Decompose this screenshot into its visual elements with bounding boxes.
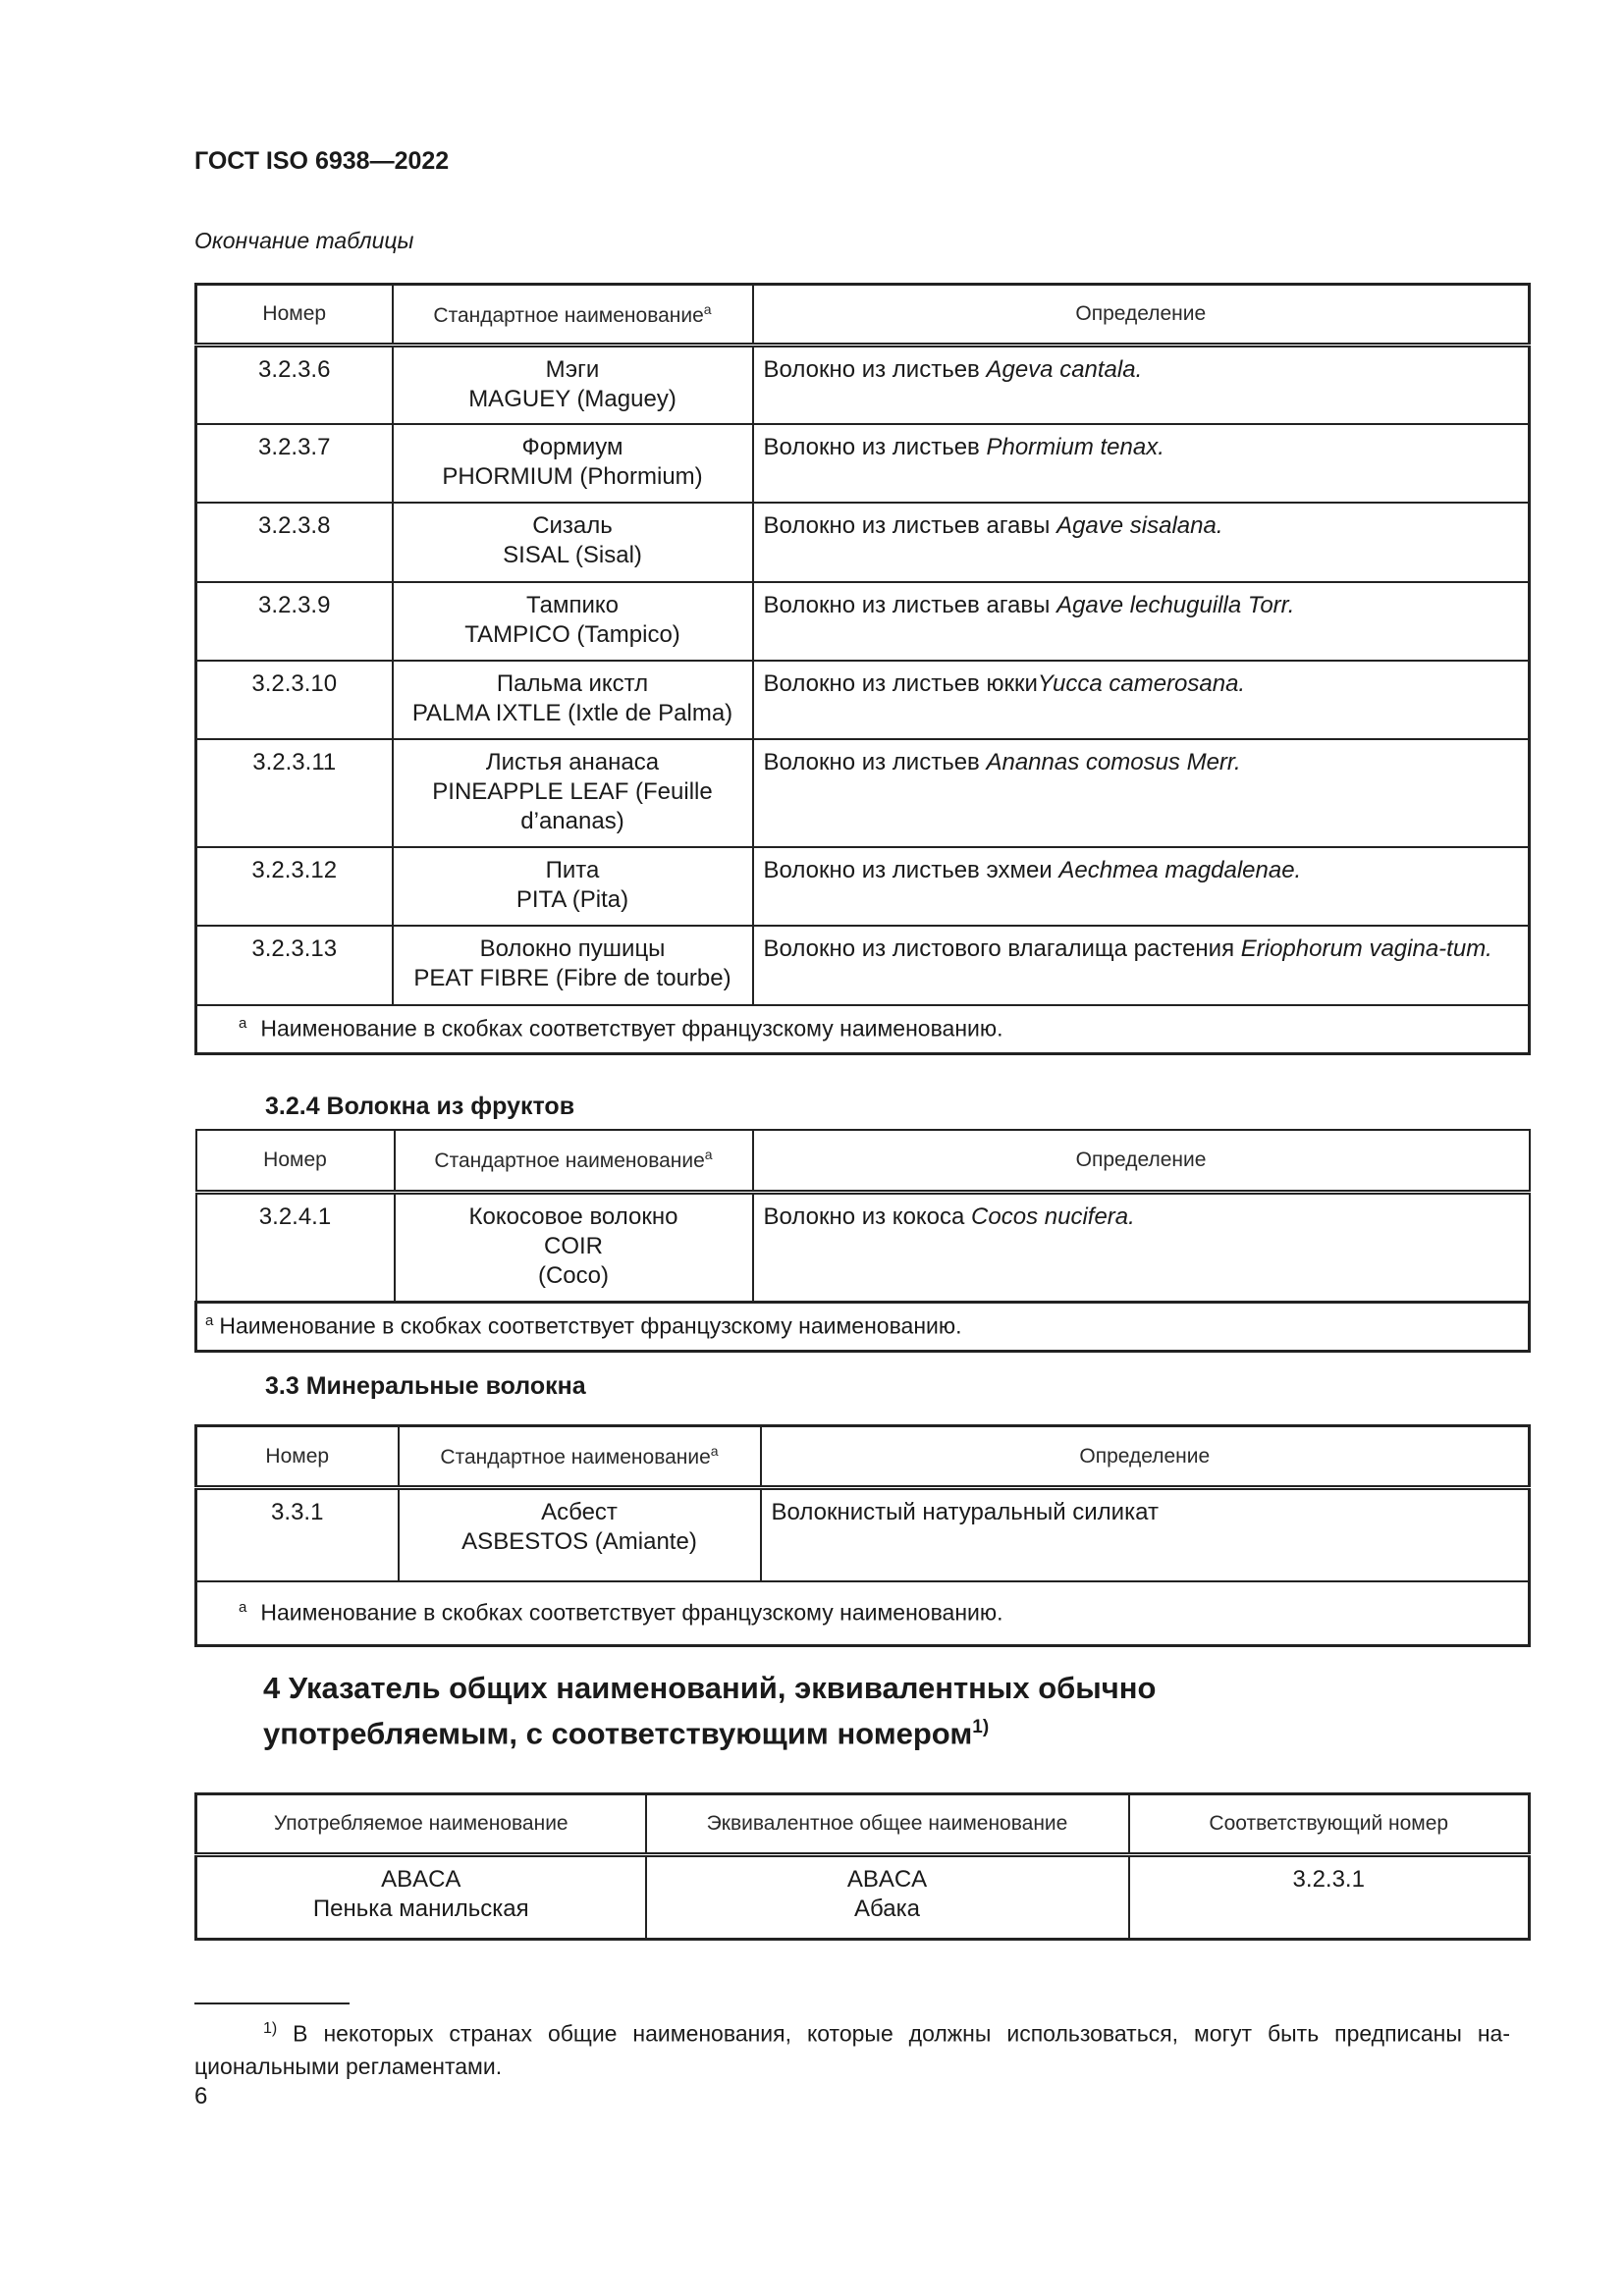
footnote-rule xyxy=(194,2002,350,2004)
table-row: 3.2.3.9 Тампико TAMPICO (Tampico) Волокно из листьев агавы Agave lechuguilla Torr. xyxy=(196,582,1530,661)
col-header-number: Номер xyxy=(196,1426,399,1488)
fruit-fibres-table xyxy=(194,1129,1531,1353)
table-row: 3.2.3.8 Сизаль SISAL (Sisal) Волокно из листьев агавы Agave sisalana. xyxy=(196,503,1530,582)
common-names-index-table xyxy=(194,1792,1531,1941)
table-row: 3.2.3.11 Листья ананаса PINEAPPLE LEAF (Feuille d’ananas) Волокно из листьев Anannas comosus Merr. xyxy=(196,739,1530,847)
col-header-standard-name: Стандартное наименование$^a$ xyxy=(395,1130,753,1192)
page-number: 6 xyxy=(194,2083,208,2109)
table-row: 3.2.4.1 Кокосовое волокно COIR (Coco) Волокно из кокоса Cocos nucifera. xyxy=(196,1192,1530,1302)
table-continuation-label: Окончание таблицы xyxy=(194,228,414,253)
table-row: ABACA Пенька манильская ABACA Абака 3.2.3.1 xyxy=(196,1855,1530,1940)
table-footnote: $^a$ Наименование в скобках соответствует французскому наименованию. xyxy=(196,1581,1530,1646)
table-row: 3.2.3.6 Мэги MAGUEY (Maguey) Волокно из листьев Ageva cantala. xyxy=(196,346,1530,424)
col-header-definition: Определение xyxy=(761,1426,1530,1488)
col-header-definition: Определение xyxy=(753,1130,1530,1192)
plant-leaf-fibres-table xyxy=(194,283,1531,1055)
document-code: ГОСТ ISO 6938—2022 xyxy=(194,147,450,175)
table-footnote: $^a$ Наименование в скобках соответствует французскому наименованию. xyxy=(196,1005,1530,1054)
table-row: 3.2.3.7 Формиум PHORMIUM (Phormium) Волокно из листьев Phormium tenax. xyxy=(196,424,1530,503)
footnote: $^{1)}$ В некоторых странах общие наименования, которые должны использоваться, могут быть предписаны на-циональными регламентами. xyxy=(194,2020,1510,2079)
col-header-standard-name: Стандартное наименование$^a$ xyxy=(393,285,753,346)
table-row: 3.2.3.13 Волокно пушицы PEAT FIBRE (Fibre de tourbe) Волокно из листового влагалища растения Eriophorum vagina-tum. xyxy=(196,926,1530,1005)
col-header-standard-name: Стандартное наименование$^a$ xyxy=(399,1426,761,1488)
table-row: 3.3.1 Асбест ASBESTOS (Amiante) Волокнистый натуральный силикат xyxy=(196,1488,1530,1581)
table-footnote: $^a$ Наименование в скобках соответствует французскому наименованию. xyxy=(196,1302,1530,1351)
section-heading-4: 4 Указатель общих наименований, эквивалентных обычно употребляемым, с соответствующим номером$^{1)}$ xyxy=(263,1671,1157,1751)
section-heading-3-2-4: 3.2.4 Волокна из фруктов xyxy=(265,1093,575,1120)
col-header-number: Номер xyxy=(196,1130,395,1192)
col-header-number: Номер xyxy=(196,285,393,346)
col-header-corresponding-number: Соответствующий номер xyxy=(1129,1794,1530,1855)
table-row: 3.2.3.10 Пальма икстл PALMA IXTLE (Ixtle de Palma) Волокно из листьев юккиYucca camerosana. xyxy=(196,661,1530,739)
section-heading-3-3: 3.3 Минеральные волокна xyxy=(265,1372,586,1400)
mineral-fibres-table xyxy=(194,1424,1531,1647)
col-header-equivalent-name: Эквивалентное общее наименование xyxy=(646,1794,1129,1855)
table-row: 3.2.3.12 Пита PITA (Pita) Волокно из листьев эхмеи Aechmea magdalenae. xyxy=(196,847,1530,926)
col-header-used-name: Употребляемое наименование xyxy=(196,1794,646,1855)
col-header-definition: Определение xyxy=(753,285,1530,346)
